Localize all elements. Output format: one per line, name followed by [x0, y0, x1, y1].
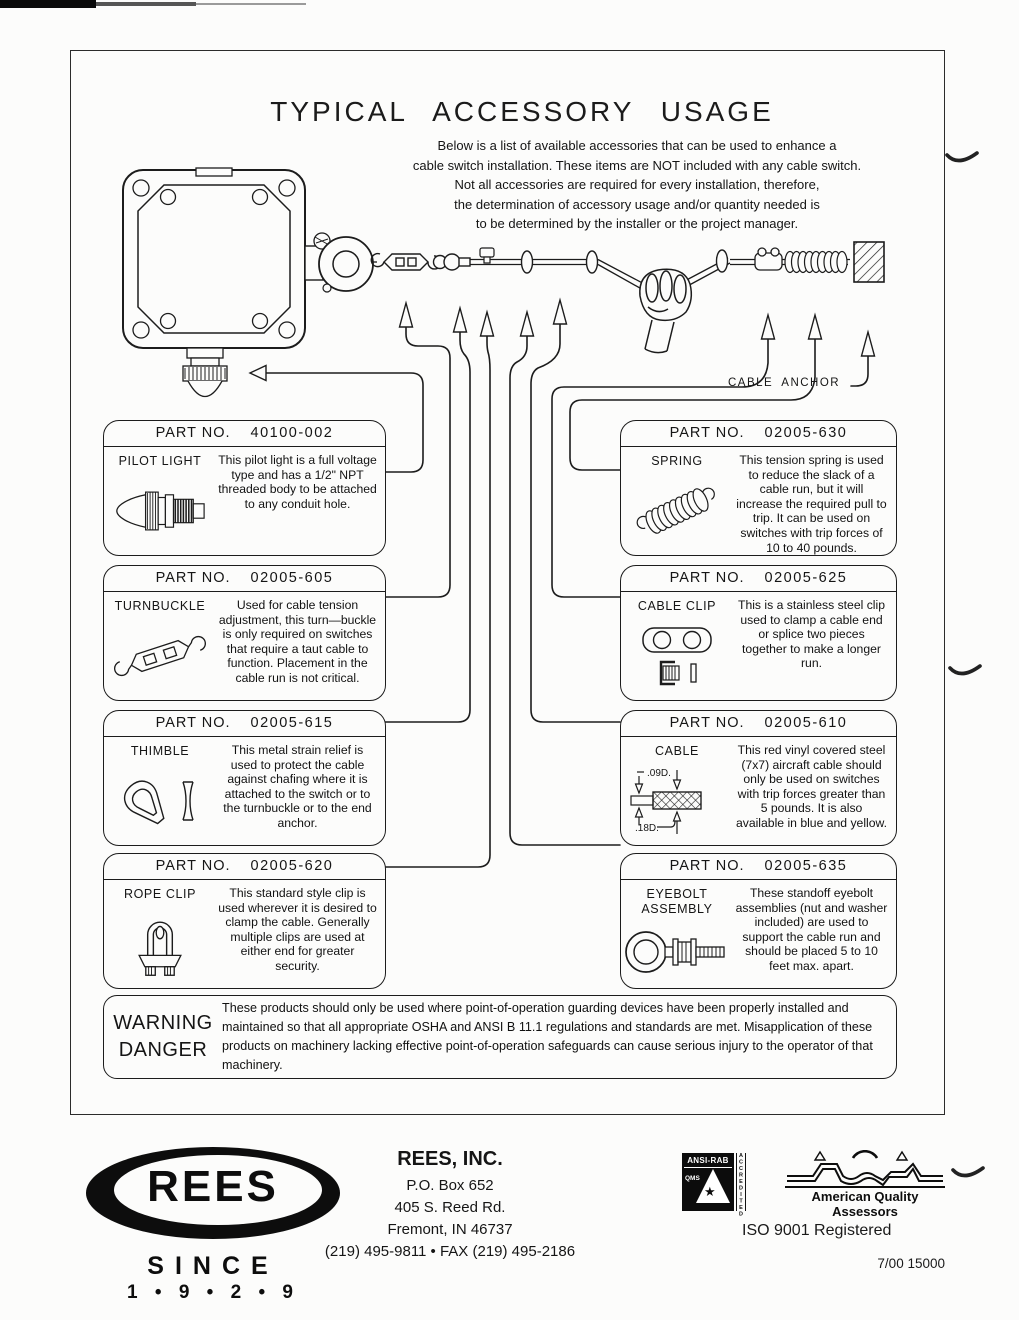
aqa-label: American Quality Assessors: [785, 1186, 945, 1219]
danger-word: DANGER: [118, 1039, 208, 1061]
part-header: [104, 566, 385, 592]
ansi-rab-logo: [682, 1153, 734, 1211]
intro-line: to be determined by the installer or the project manager.: [475, 216, 799, 231]
thimble-icon: [106, 766, 214, 836]
part-header: [621, 421, 896, 447]
part-no-label: PART NO.: [155, 425, 231, 441]
company-name: REES, INC.: [397, 1148, 503, 1170]
warning-word: WARNING: [113, 1012, 213, 1034]
part-number: 02005-630: [764, 425, 848, 441]
part-no-label: PART NO.: [155, 858, 231, 874]
rees-logo-text: REES: [147, 1162, 279, 1211]
document-code: 7/00 15000: [877, 1256, 945, 1271]
part-number: 40100-002: [250, 425, 334, 441]
intro-line: cable switch installation. These items are NOT included with any cable switch.: [412, 157, 862, 173]
ansi-rab-label: ANSI-RAB: [684, 1153, 732, 1168]
warning-label: [104, 1010, 222, 1064]
intro-line: Below is a list of available accessories that can be used to enhance a: [437, 138, 837, 153]
intro-paragraph: [402, 136, 872, 234]
part-description: This tension spring is used to reduce the slack of a cable run, but it will increase the required pull to trip. It can be used on switches with trip forces of 10 to 40 pounds.: [736, 453, 887, 555]
pilot-light-icon: [106, 478, 214, 544]
part-description: This standard style clip is used wherever it is desired to clamp the cable. Generally multiple clips are used at either end for greater security.: [218, 886, 377, 973]
part-description: This red vinyl covered steel (7x7) aircraft cable should only be used on switches with trip forces greater than 5 pounds. It is also available in blue and yellow.: [735, 743, 888, 830]
scan-artifact-bar: [96, 2, 196, 6]
part-number: 02005-625: [764, 570, 848, 586]
part-header: [621, 854, 896, 880]
part-header: [104, 711, 385, 737]
spring-icon: [627, 477, 727, 545]
founding-year: 1 • 9 • 2 • 9: [127, 1282, 299, 1303]
part-box-cable-clip: [620, 565, 897, 701]
accredited-label: ACCREDITED: [738, 1153, 744, 1218]
part-no-label: PART NO.: [155, 715, 231, 731]
part-description: This is a stainless steel clip used to clamp a cable end or splice two pieces together to make a longer run.: [738, 598, 885, 671]
part-name: SPRING: [651, 454, 703, 468]
since-label: SINCE: [147, 1252, 279, 1280]
part-name: CABLE CLIP: [637, 599, 717, 613]
scan-artifact-bar: [196, 3, 306, 5]
star-icon: ★: [704, 1184, 716, 1199]
part-header: [621, 711, 896, 737]
part-name: EYEBOLT ASSEMBLY: [641, 887, 713, 916]
part-no-label: PART NO.: [669, 570, 745, 586]
part-no-label: PART NO.: [669, 715, 745, 731]
rope-clip-icon: [118, 908, 202, 980]
part-number: 02005-610: [764, 715, 848, 731]
part-box-turnbuckle: [103, 565, 386, 701]
part-header: [104, 421, 385, 447]
cable-icon: [623, 762, 731, 840]
american-quality-assessors-logo: [785, 1150, 945, 1219]
part-name: PILOT LIGHT: [118, 454, 202, 468]
cable-clip-icon: [627, 621, 727, 691]
part-no-label: PART NO.: [669, 858, 745, 874]
scan-artifact-bar: [0, 0, 96, 8]
qms-label: QMS: [685, 1175, 700, 1182]
part-box-pilot-light: [103, 420, 386, 556]
eyebolt-icon: [622, 922, 732, 982]
part-box-eyebolt-assembly: [620, 853, 897, 989]
part-description: These standoff eyebolt assemblies (nut and washer included) are used to support the cable run and should be placed 5 to 10 feet max. apart.: [735, 886, 888, 973]
part-name: CABLE: [655, 744, 699, 758]
part-box-spring: [620, 420, 897, 556]
turnbuckle-icon: [106, 623, 214, 689]
intro-line: the determination of accessory usage and/or quantity needed is: [454, 196, 820, 212]
warning-box: [103, 995, 897, 1079]
part-number: 02005-605: [250, 570, 334, 586]
part-description: Used for cable tension adjustment, this turn—buckle is only required on switches that require a taut cable to function. Placement in the cable run is not critical.: [218, 598, 377, 685]
part-name: THIMBLE: [130, 744, 190, 758]
address-line: Fremont, IN 46737: [387, 1221, 513, 1238]
cable-dim-large: .18D.: [635, 823, 659, 834]
part-number: 02005-635: [764, 858, 848, 874]
part-box-thimble: [103, 710, 386, 846]
part-no-label: PART NO.: [155, 570, 231, 586]
page-title: TYPICAL ACCESSORY USAGE: [270, 96, 774, 127]
company-address-block: [310, 1148, 590, 1263]
part-number: 02005-620: [250, 858, 334, 874]
scan-check-marks: [947, 153, 983, 1176]
part-number: 02005-615: [250, 715, 334, 731]
aqa-logo-graphic: [785, 1150, 945, 1186]
address-line: P.O. Box 652: [406, 1177, 494, 1194]
part-box-rope-clip: [103, 853, 386, 989]
part-no-label: PART NO.: [669, 425, 745, 441]
address-line: 405 S. Reed Rd.: [394, 1199, 506, 1216]
part-description: This pilot light is a full voltage type and has a 1/2" NPT threaded body to be attached to any conduit hole.: [218, 453, 377, 511]
part-name: ROPE CLIP: [123, 887, 197, 901]
phone-fax-line: (219) 495-9811 • FAX (219) 495-2186: [324, 1243, 576, 1260]
iso-registered-label: ISO 9001 Registered: [742, 1222, 892, 1239]
part-box-cable: [620, 710, 897, 846]
warning-text: These products should only be used where point-of-operation guarding devices have been properly installed and maintained so that all appropriate OSHA and ANSI B 11.1 regulations and standards are met. Misapplication of these products on machinery lacking effective point-of-operation safeguards can cause serious injury to the operator of that machinery.: [222, 1001, 873, 1072]
part-header: [104, 854, 385, 880]
part-description: This metal strain relief is used to protect the cable against chafing where it is attached to the switch or to the turnbuckle or to the end anchor.: [223, 743, 372, 830]
part-header: [621, 566, 896, 592]
cable-anchor-label: CABLE ANCHOR: [728, 377, 841, 389]
cable-dim-small: .09D.: [647, 768, 671, 779]
part-name: TURNBUCKLE: [114, 599, 206, 613]
intro-line: Not all accessories are required for every installation, therefore,: [454, 177, 820, 192]
